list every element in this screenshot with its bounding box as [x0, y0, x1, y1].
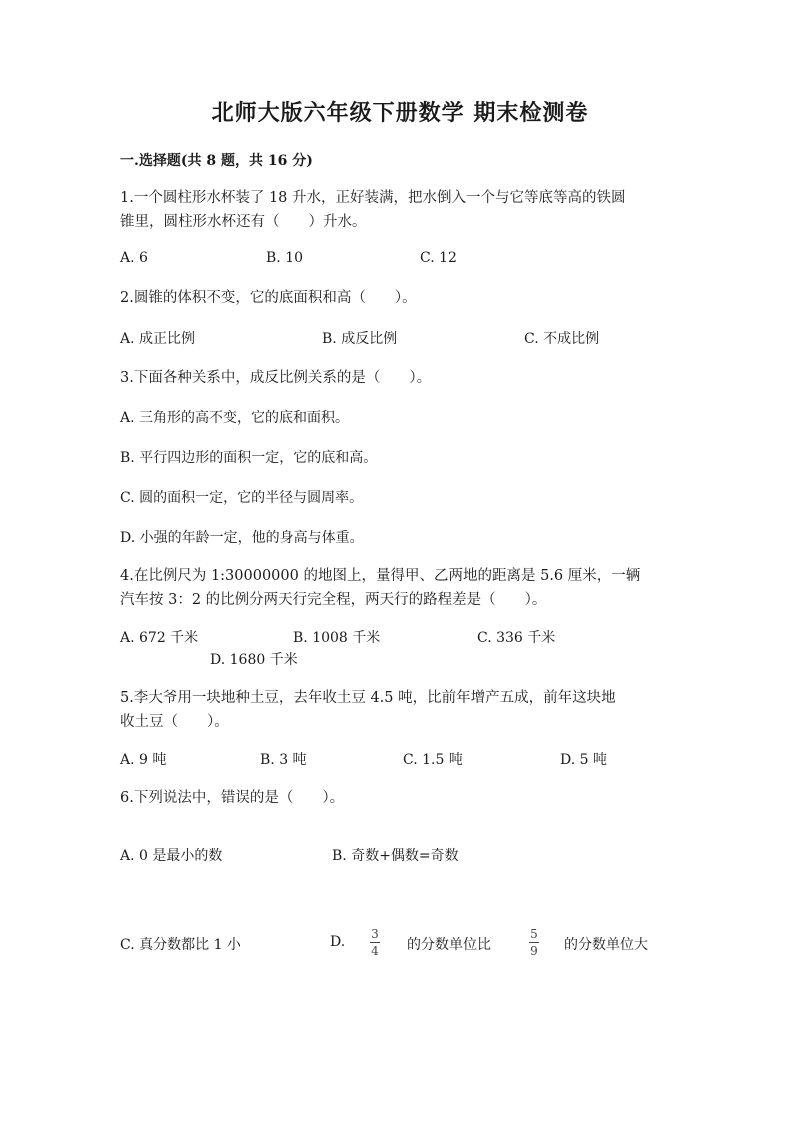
question-1-line-2: 锥里，圆柱形水杯还有（ ）升水。 — [120, 214, 367, 230]
section-heading: 一.选择题(共 8 题，共 16 分) — [120, 153, 313, 169]
q3-option-b: B. 平行四边形的面积一定，它的底和高。 — [120, 450, 378, 466]
q4-option-c: C. 336 千米 — [477, 630, 556, 646]
page-title: 北师大版六年级下册数学 期末检测卷 — [211, 100, 589, 126]
q6-option-d-suffix: 的分数单位大 — [564, 937, 648, 953]
question-1-line-1: 1.一个圆柱形水杯装了 18 升水，正好装满，把水倒入一个与它等底等高的铁圆 — [120, 190, 626, 206]
question-1-text — [120, 186, 626, 234]
fraction-numerator: 5 — [530, 927, 538, 941]
q2-option-c: C. 不成比例 — [524, 331, 600, 347]
q6-option-a: A. 0 是最小的数 — [120, 848, 223, 864]
q6-option-d-label: D. — [330, 934, 346, 950]
q3-option-d: D. 小强的年龄一定，他的身高与体重。 — [120, 530, 364, 546]
q1-option-b: B. 10 — [266, 250, 304, 266]
q4-option-a: A. 672 千米 — [120, 630, 199, 646]
q1-option-c: C. 12 — [420, 250, 457, 266]
fraction-five-ninths — [529, 927, 539, 958]
question-3-text: 3.下面各种关系中，成反比例关系的是（ ）。 — [120, 370, 432, 386]
fraction-three-quarters — [370, 927, 380, 958]
q5-option-c: C. 1.5 吨 — [403, 752, 463, 768]
question-4-text — [120, 564, 640, 612]
question-4-line-1: 4.在比例尺为 1:30000000 的地图上，量得甲、乙两地的距离是 5.6 厘米，一辆 — [120, 568, 641, 584]
q5-option-d: D. 5 吨 — [560, 752, 607, 768]
fraction-numerator: 3 — [371, 927, 379, 941]
fraction-bar — [529, 942, 539, 943]
q4-option-d: D. 1680 千米 — [210, 652, 298, 668]
fraction-denominator: 9 — [530, 944, 538, 958]
q6-option-b: B. 奇数+偶数=奇数 — [332, 848, 459, 864]
q5-option-a: A. 9 吨 — [120, 752, 167, 768]
q3-option-a: A. 三角形的高不变，它的底和面积。 — [120, 410, 350, 426]
question-2-text: 2.圆锥的体积不变，它的底面积和高（ ）。 — [120, 290, 417, 306]
q6-option-d-middle: 的分数单位比 — [407, 937, 491, 953]
q5-option-b: B. 3 吨 — [260, 752, 307, 768]
question-5-line-2: 收土豆（ ）。 — [120, 714, 229, 730]
fraction-bar — [370, 942, 380, 943]
q2-option-b: B. 成反比例 — [322, 331, 398, 347]
question-6-text: 6.下列说法中，错误的是（ ）。 — [120, 790, 345, 806]
q3-option-c: C. 圆的面积一定，它的半径与圆周率。 — [120, 490, 364, 506]
question-5-line-1: 5.李大爷用一块地种土豆，去年收土豆 4.5 吨，比前年增产五成，前年这块地 — [120, 690, 616, 706]
q1-option-a: A. 6 — [120, 250, 148, 266]
question-5-text — [120, 686, 616, 734]
q4-option-b: B. 1008 千米 — [293, 630, 381, 646]
fraction-denominator: 4 — [371, 944, 379, 958]
q2-option-a: A. 成正比例 — [120, 331, 196, 347]
q6-option-c: C. 真分数都比 1 小 — [120, 937, 241, 953]
question-4-line-2: 汽车按 3：2 的比例分两天行完全程，两天行的路程差是（ ）。 — [120, 592, 547, 608]
